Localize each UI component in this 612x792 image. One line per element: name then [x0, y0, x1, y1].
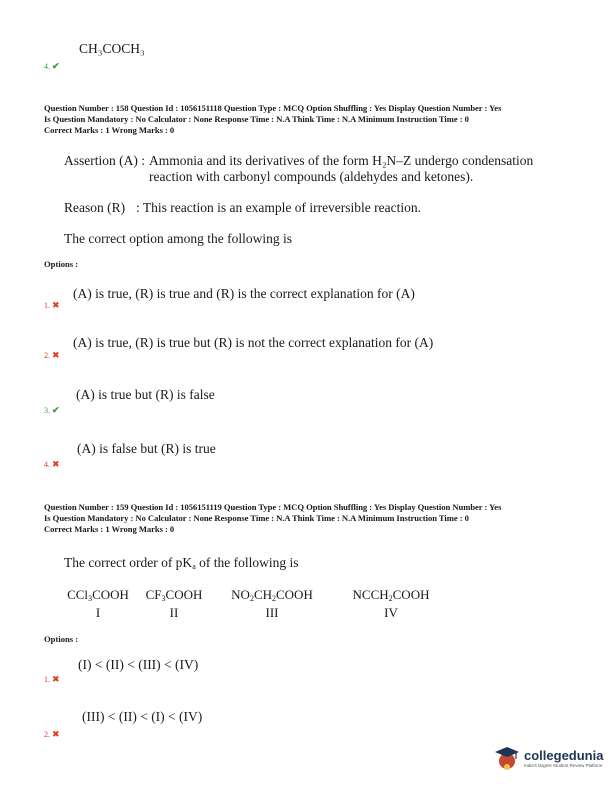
formula-sub: 2 — [272, 594, 276, 603]
q158-option-3-text[interactable]: (A) is true but (R) is false — [76, 387, 215, 402]
logo-title: collegedunia — [524, 748, 604, 763]
q158-option-1-number — [44, 300, 60, 311]
q159-option-2-number — [44, 729, 60, 740]
formula-sub: 3 — [88, 594, 93, 603]
q159-meta — [44, 502, 584, 535]
option-number: 1. — [44, 301, 50, 310]
q158-option-4-text[interactable]: (A) is false but (R) is true — [77, 441, 216, 456]
formula-part: CF — [145, 587, 162, 602]
logo-tagline: India's largest Student Review Platform — [524, 763, 603, 768]
formula-part: COOH — [92, 587, 129, 602]
compound-formula — [140, 586, 208, 604]
option-number: 4. — [44, 460, 50, 469]
q159-prompt — [64, 554, 299, 571]
logo-text — [524, 748, 603, 768]
q158-assertion-text2: reaction with carbonyl compounds (aldehydes and ketones). — [149, 169, 474, 184]
q158-reason-text: : This reaction is an example of irreversible reaction. — [136, 200, 422, 215]
formula-part: COOH — [165, 587, 203, 602]
formula-sub: 2 — [388, 594, 393, 603]
top-option-number — [44, 61, 60, 72]
compound-formula — [62, 586, 134, 604]
wrong-cross-icon: ✖ — [52, 459, 60, 469]
compound-label: I — [95, 605, 101, 620]
q159-meta-line1: Question Number : 159 Question Id : 1056151119 Question Type : MCQ Option Shuffling : Yes Display Question Number : Yes — [44, 502, 502, 512]
q158-option-2-number — [44, 350, 60, 361]
compound-iii — [222, 586, 322, 622]
compound-label: II — [169, 605, 179, 620]
q159-meta-line2: Is Question Mandatory : No Calculator : None Response Time : N.A Think Time : N.A Minimum Instruction Time : 0 — [44, 513, 469, 523]
wrong-cross-icon: ✖ — [52, 674, 60, 684]
q159-option-1-number — [44, 674, 60, 685]
formula-part: CCl — [67, 587, 89, 602]
q158-prompt: The correct option among the following is — [64, 231, 292, 246]
wrong-cross-icon: ✖ — [52, 729, 60, 739]
option-number: 1. — [44, 675, 50, 684]
compound-formula — [344, 586, 438, 604]
formula-part: NO — [231, 587, 250, 602]
q158-option-2-text[interactable]: (A) is true, (R) is true but (R) is not the correct explanation for (A) — [73, 335, 434, 350]
q158-option-4-number — [44, 459, 60, 470]
q158-option-1-text[interactable]: (A) is true, (R) is true and (R) is the correct explanation for (A) — [73, 286, 415, 301]
option-number: 4. — [44, 62, 50, 71]
graduate-cap-icon — [494, 744, 520, 772]
q158-meta-line2: Is Question Mandatory : No Calculator : None Response Time : N.A Think Time : N.A Minimum Instruction Time : 0 — [44, 114, 469, 124]
q159-options-label: Options : — [44, 634, 79, 644]
q158-assertion-label: Assertion (A) : — [64, 153, 145, 168]
compound-ii — [140, 586, 208, 622]
compound-formula — [222, 586, 322, 604]
correct-check-icon: ✔ — [52, 61, 60, 71]
q158-option-3-number — [44, 405, 60, 416]
top-formula: CH₃COCH₃ — [79, 41, 145, 56]
compound-label: III — [265, 605, 279, 620]
collegedunia-logo[interactable] — [494, 744, 603, 772]
formula-part: COOH — [392, 587, 430, 602]
formula-part: NCCH — [352, 587, 389, 602]
wrong-cross-icon: ✖ — [52, 350, 60, 360]
compound-i — [62, 586, 134, 622]
q159-prompt-sub: a — [192, 562, 196, 571]
q159-prompt-post: of the following is — [195, 555, 299, 570]
formula-part: COOH — [276, 587, 313, 602]
correct-check-icon: ✔ — [52, 405, 60, 415]
option-number: 3. — [44, 406, 50, 415]
formula-sub: 2 — [249, 594, 254, 603]
wrong-cross-icon: ✖ — [52, 300, 60, 310]
option-number: 2. — [44, 730, 50, 739]
option-number: 2. — [44, 351, 50, 360]
compound-label: IV — [384, 605, 398, 620]
q158-reason-label: Reason (R) — [64, 200, 126, 215]
q159-option-2-text[interactable]: (III) < (II) < (I) < (IV) — [82, 709, 203, 724]
q158-marks: Correct Marks : 1 Wrong Marks : 0 — [44, 125, 175, 135]
q158-meta — [44, 103, 584, 136]
q158-meta-line1: Question Number : 158 Question Id : 1056151118 Question Type : MCQ Option Shuffling : Yes Display Question Number : Yes — [44, 103, 502, 113]
q158-options-label: Options : — [44, 259, 79, 269]
q159-prompt-pre: The correct order of pK — [64, 555, 193, 570]
formula-sub: 3 — [161, 594, 166, 603]
q159-option-1-text[interactable]: (I) < (II) < (III) < (IV) — [78, 657, 199, 672]
formula-part: CH — [253, 587, 272, 602]
q159-marks: Correct Marks : 1 Wrong Marks : 0 — [44, 524, 175, 534]
compound-iv — [344, 586, 438, 622]
q158-assertion-text1: Ammonia and its derivatives of the form H₂N–Z undergo condensation — [149, 153, 534, 168]
